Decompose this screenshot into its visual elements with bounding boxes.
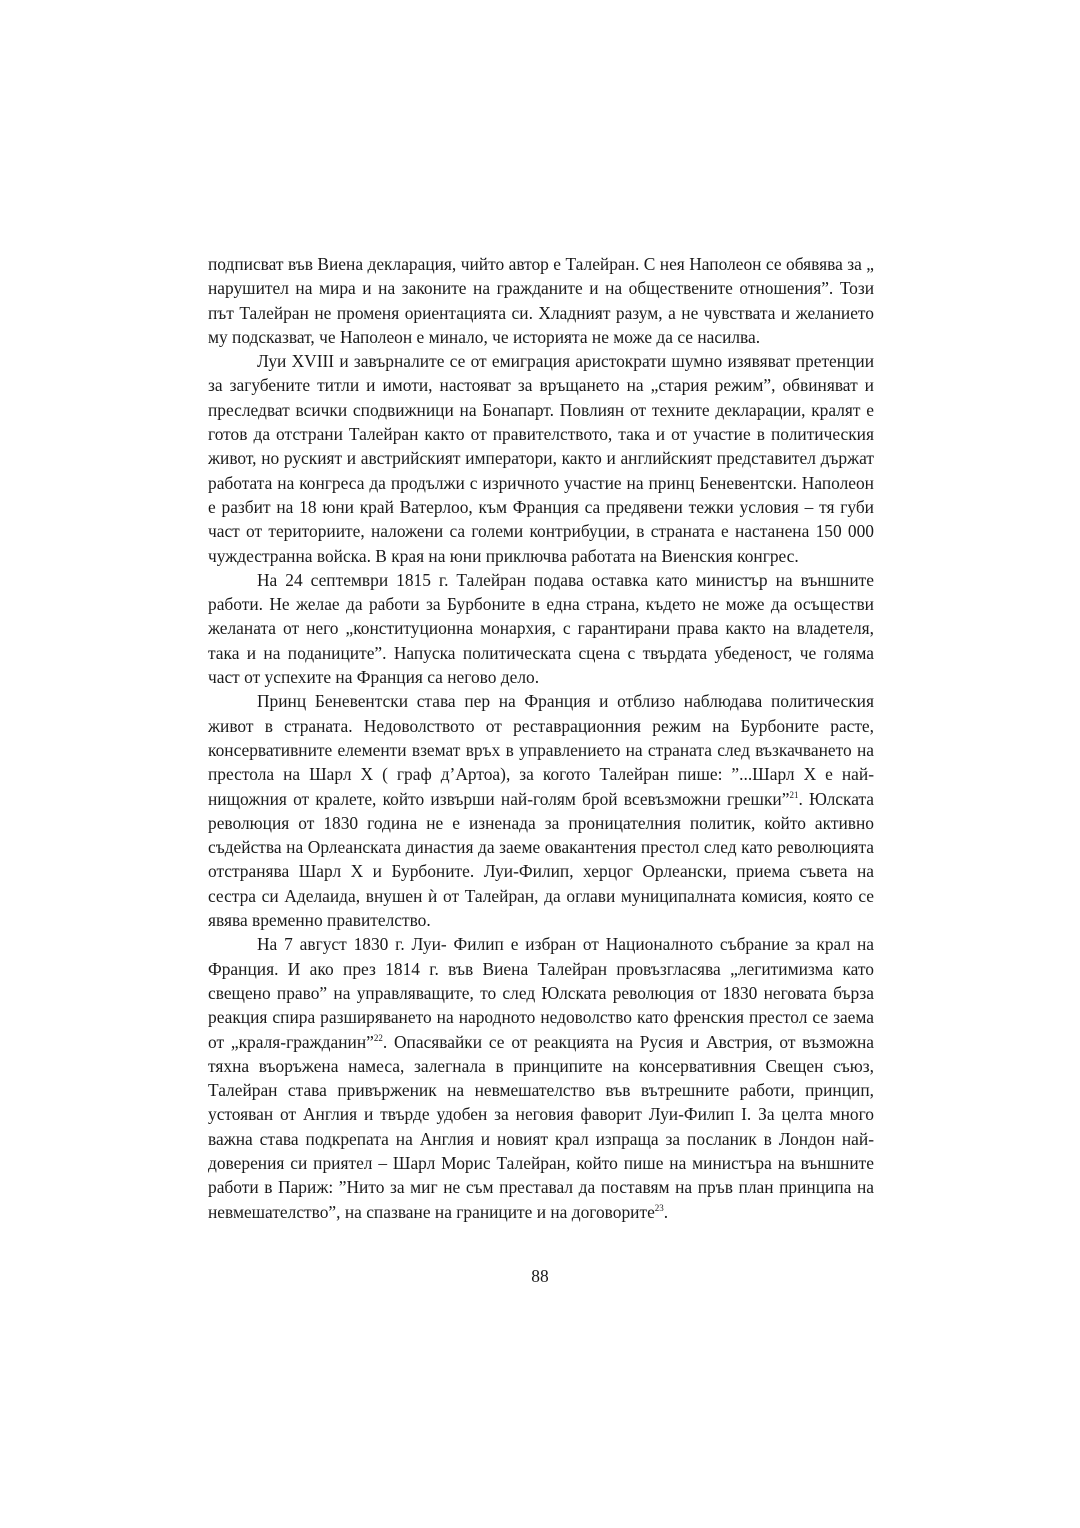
paragraph-text: .: [663, 1201, 669, 1222]
paragraph-text: Луи XVIII и завърналите се от емиграция аристократи шумно изявяват претенции за загубените титли и имоти, настояват за връщането на „стария режим”, обвиняват и преследват всички сподвижници на Бонапарт. Повлиян от техните декларации, кралят е готов да отстрани Талейран както от правителството, така и от участие в политическия живот, но руският и австрийският императори, както и английският представител държат работата на конгреса да продължи с изричното участие на принц Беневентски. Наполеон е разбит на 18 юни край Ватерлоо, към Франция са предявени тежки условия – тя губи част от териториите, наложени са големи контрибуции, в страната е настанена 150 000 чуждестранна войска. В края на юни приключва работата на Виенския конгрес.: [208, 351, 874, 566]
footnote-reference: 23: [654, 1202, 664, 1213]
paragraph-text: На 24 септември 1815 г. Талейран подава оставка като министър на външните работи. Не желае да работи за Бурбоните в една страна, където не може да осъществи желаната от него „конституционна монархия, с гарантирани права както на владетеля, така и на поданиците”. Напуска политическата сцена с твърдата убеденост, че голяма част от успехите на Франция са негово дело.: [208, 569, 874, 688]
paragraph-text: Принц Беневентски става пер на Франция и отблизо наблюдава политическия живот в страната. Недоволството от реставрационния режим на Бурбоните расте, консервативните елементи вземат връх в управлението на страната след възкачването на престола на Шарл X ( граф д’Артоа), за когото Талейран пише: ”...Шарл X е най-нищожния от кралете, който извърши най-голям брой всевъзможни грешки”: [208, 691, 874, 809]
paragraph: [208, 349, 874, 568]
paragraph-text: На 7 август 1830 г. Луи- Филип е избран от Националното събрание за крал на Франция. И ако през 1814 г. във Виена Талейран провъзгласява „легитимизма като свещено право” на управляващите, то след Юлската революция от 1830 неговата бърза реакция спира разширяването на народното недоволство като френския престол се заема от „краля-гражданин”: [208, 934, 874, 1052]
footnote-reference: 22: [373, 1032, 383, 1043]
paragraph: [208, 252, 874, 349]
paragraph-text: . Юлската революция от 1830 година не е изненада за проницателния политик, който активно съдейства на Орлеанската династия да заеме овакантения престол след като революцията отстранява Шарл X и Бурбоните. Луи-Филип, херцог Орлеански, приема съвета на сестра си Аделаида, внушен ѝ от Талейран, да оглави муниципалната комисия, която се явява временно правителство.: [208, 788, 874, 931]
footnote-reference: 21: [789, 789, 799, 800]
paragraph: [208, 689, 874, 932]
paragraph: [208, 932, 874, 1224]
page-number: 88: [531, 1266, 549, 1286]
paragraph-text: . Опасявайки се от реакцията на Русия и Австрия, от възможна тяхна въоръжена намеса, залегнала в принципите на консервативния Свещен съюз, Талейран става привърженик на невмешателство във вътрешните работи, принцип, устояван от Англия и твърде удобен за неговия фаворит Луи-Филип I. За целта много важна става подкрепата на Англия и новият крал изпраща за посланик в Лондон най-доверения си приятел – Шарл Морис Талейран, който пише на министъра на външните работи в Париж: ”Нито за миг не съм преставал да поставям на пръв план принципа на невмешателство”, на спазване на границите и на договорите: [208, 1031, 874, 1222]
body-text: [208, 252, 874, 1224]
paragraph: [208, 568, 874, 689]
paragraph-text: подписват във Виена декларация, чийто автор е Талейран. С нея Наполеон се обявява за „ нарушител на мира и на законите на гражданите и на обществените отношения”. Този път Талейран не променя ориентацията си. Хладният разум, а не чувствата и желанието му подсказват, че Наполеон е минало, че историята не може да се насилва.: [208, 254, 874, 347]
